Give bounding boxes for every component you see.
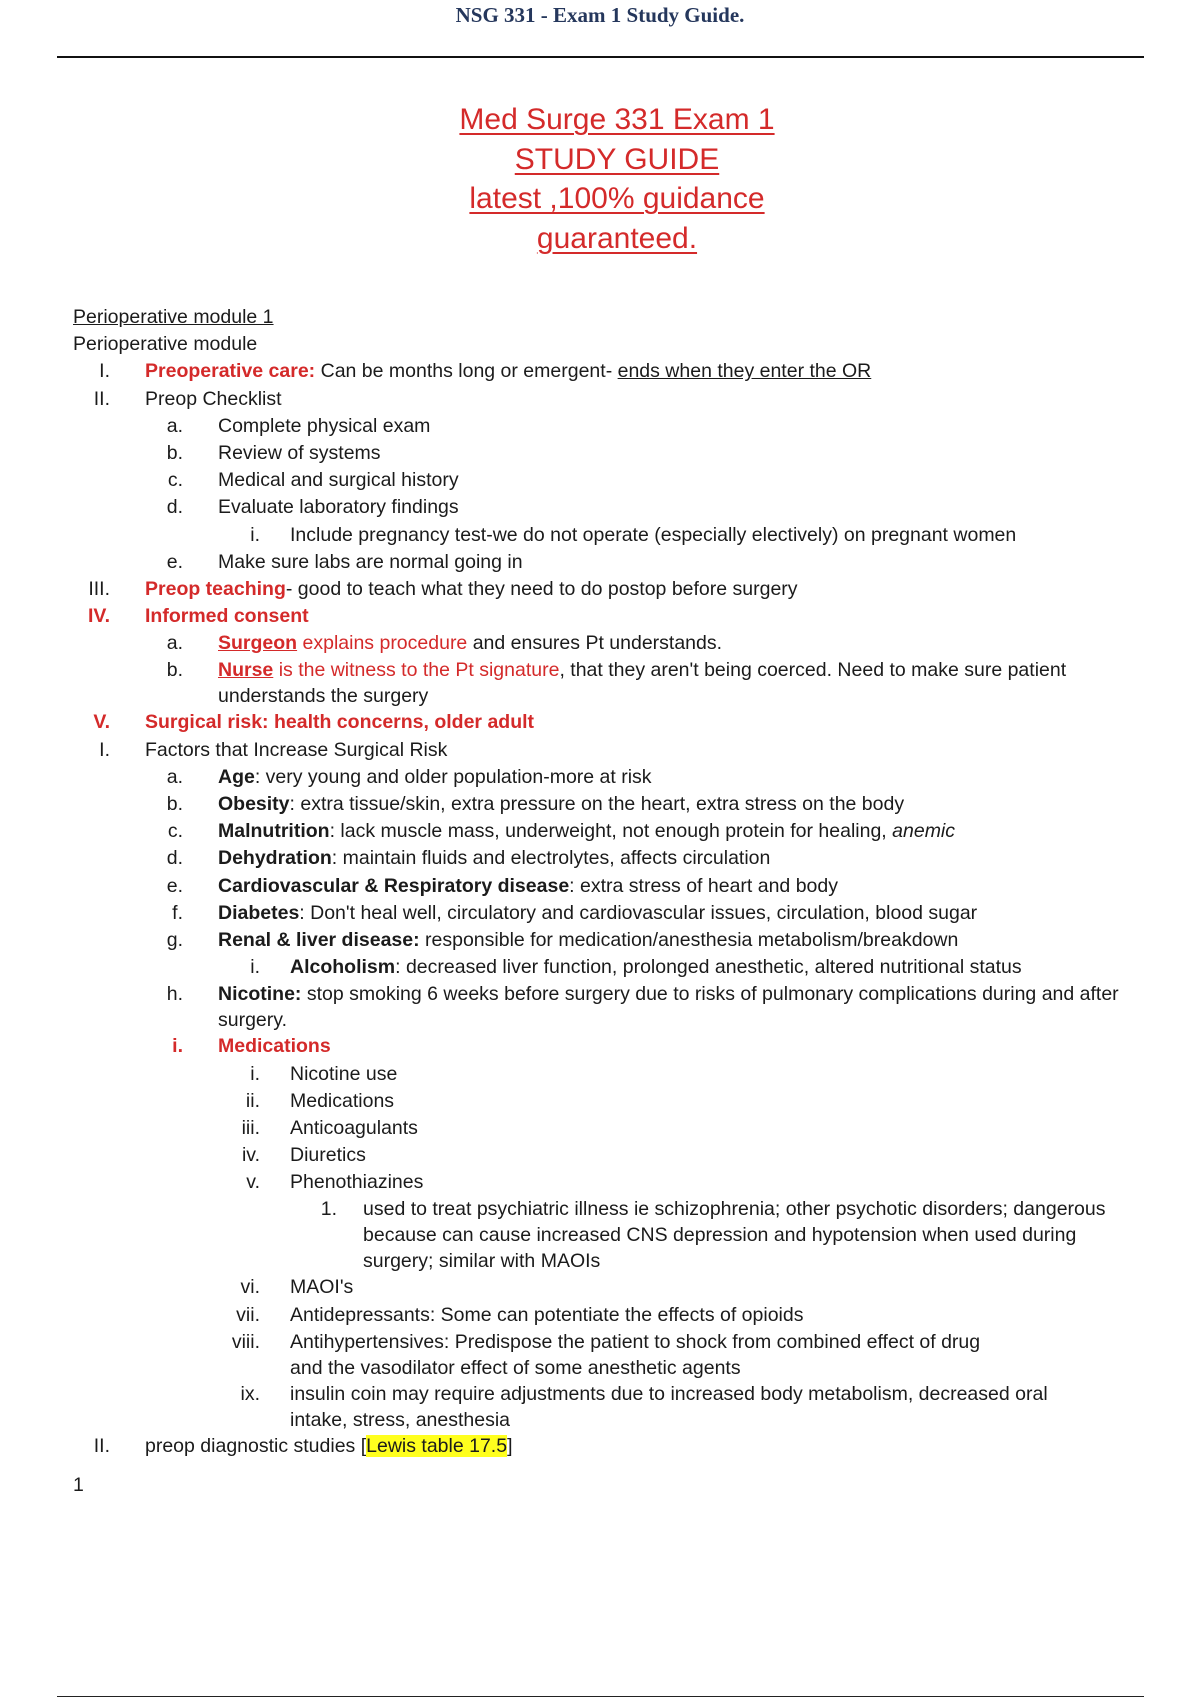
list-item: ii. Medications [245,1089,395,1112]
list-item: II. preop diagnostic studies [Lewis table 17.5] [93,1434,513,1457]
list-item: iv. Diuretics [241,1144,366,1167]
list-item: vi. MAOI's [240,1276,354,1299]
list-item: a. Complete physical exam [166,414,431,437]
highlighted-reference: Lewis table 17.5 [366,1434,508,1457]
list-item: ix. insulin coin may require adjustments due to increased body metabolism, decreased oral intake, stress, anesthesia [240,1382,1048,1431]
list-item: viii. Antihypertensives: Predispose the patient to shock from combined effect of drug and the vasodilator effect of some anesthetic agents [231,1330,981,1379]
section-heading: Perioperative module 1 [73,306,274,328]
list-item: i. Nicotine use [250,1062,398,1085]
list-item: b. Nurse is the witness to the Pt signature, that they aren't being coerced. Need to make sure patient understands the surgery [166,659,1067,708]
list-item: f. Diabetes: Don't heal well, circulatory and cardiovascular issues, circulation, blood sugar [172,901,978,924]
title-line-3: latest ,100% guidance [469,182,765,215]
title-line-2: STUDY GUIDE [514,142,720,176]
footer-divider [57,1696,1144,1697]
title-line-1: Med Surge 331 Exam 1 [459,103,775,136]
list-item: vii. Antidepressants: Some can potentiate the effects of opioids [236,1303,804,1326]
list-item: g. Renal & liver disease: responsible for medication/anesthesia metabolism/breakdown [166,928,959,951]
list-item: a. Age: very young and older population-more at risk [166,765,652,788]
list-item: V. Surgical risk: health concerns, older adult [93,711,535,734]
list-item: IV. Informed consent [87,605,309,628]
list-item: d. Evaluate laboratory findings [166,496,459,519]
title-line-4: guaranteed. [536,221,698,255]
list-item: e. Make sure labs are normal going in [166,550,523,573]
list-item: b. Review of systems [166,441,381,464]
list-item: II. Preop Checklist [93,387,282,410]
page-number: 1 [73,1474,84,1496]
list-item: I. Preoperative care: Can be months long or emergent- ends when they enter the OR [99,360,872,383]
list-item: i. Medications [172,1035,331,1058]
list-item: III. Preop teaching- good to teach what they need to do postop before surgery [88,577,798,600]
list-item: h. Nicotine: stop smoking 6 weeks before surgery due to risks of pulmonary complications during and after surgery. [166,983,1119,1032]
module-title: Perioperative module [73,333,258,356]
list-item: e. Cardiovascular & Respiratory disease: extra stress of heart and body [166,874,838,897]
study-guide-content [73,304,1133,1460]
document-header [0,0,1200,28]
list-item: c. Medical and surgical history [167,469,459,492]
header-divider [57,56,1144,58]
title-block [0,100,1200,258]
list-item: v. Phenothiazines [246,1171,424,1194]
list-item: i. Include pregnancy test-we do not operate (especially electively) on pregnant women [250,523,1017,546]
list-item: iii. Anticoagulants [241,1116,418,1139]
list-item: 1. used to treat psychiatric illness ie schizophrenia; other psychotic disorders; dangerous because can cause increased CNS depression and hypotension when used during surgery; similar with MAOIs [320,1198,1106,1273]
list-item: i. Alcoholism: decreased liver function, prolonged anesthetic, altered nutritional status [250,956,1022,979]
header-title: NSG 331 - Exam 1 Study Guide. [455,3,745,27]
list-item: a. Surgeon explains procedure and ensures Pt understands. [166,632,723,655]
list-item: b. Obesity: extra tissue/skin, extra pressure on the heart, extra stress on the body [166,793,905,815]
list-item: I. Factors that Increase Surgical Risk [99,738,448,761]
list-item: c. Malnutrition: lack muscle mass, underweight, not enough protein for healing, anemic [167,820,956,843]
list-item: d. Dehydration: maintain fluids and electrolytes, affects circulation [166,847,771,870]
